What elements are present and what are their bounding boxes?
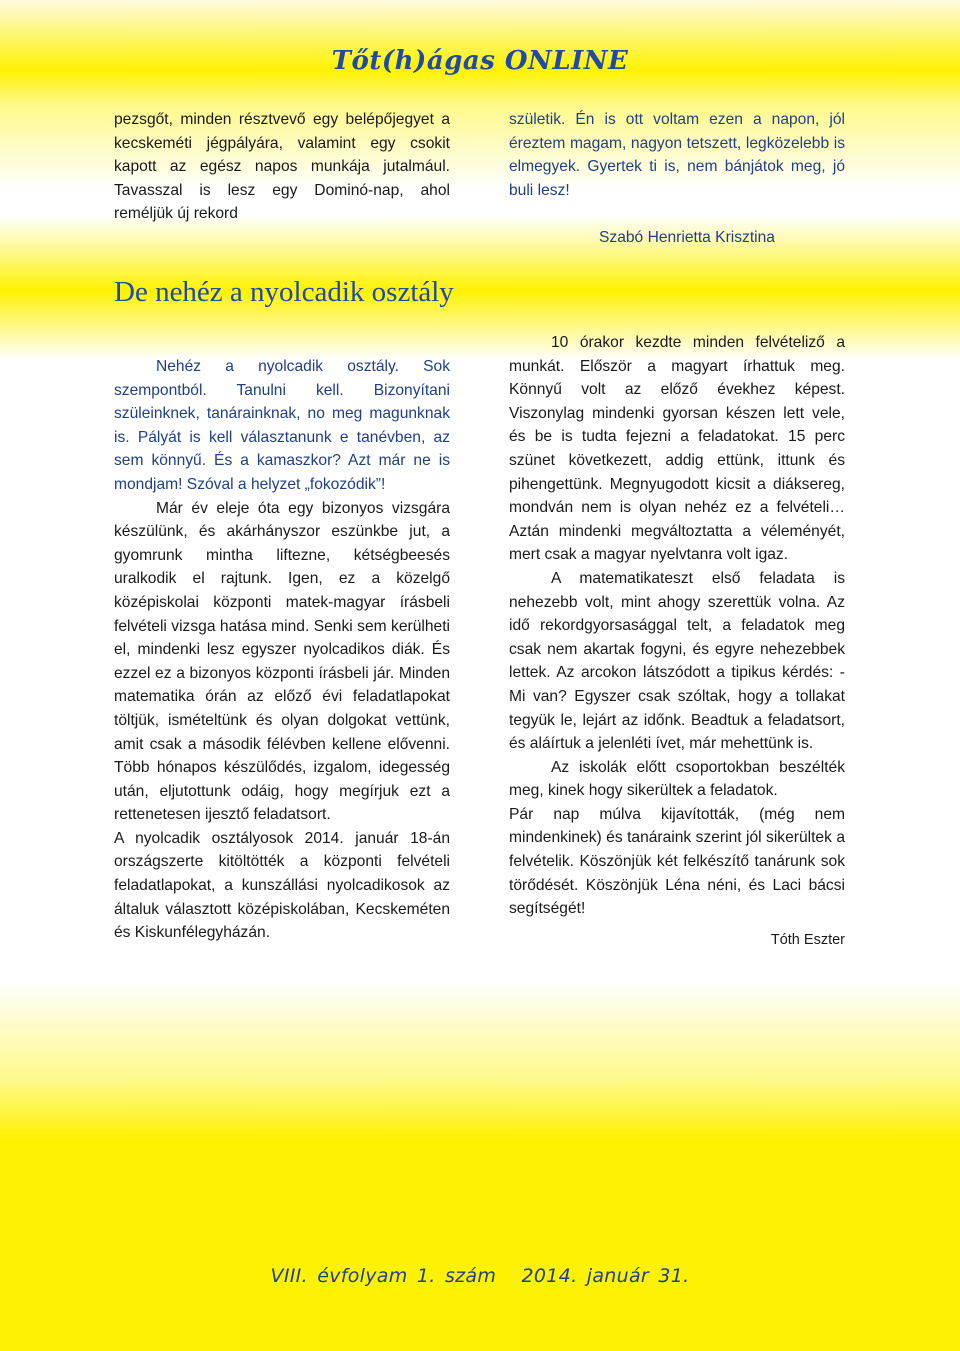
article-right-paragraph-3: Az iskolák előtt csoportokban beszélték meg, kinek hogy sikerültek a feladatok. (509, 758, 845, 800)
article-right-paragraph-2: A matematikateszt első feladata is nehezebb volt, mint ahogy szerettük volna. Az idő rekordgyorsasággal telt, a feladatok meg csak nem akartak fogyni, és egyre nehezebbek lettek. Az arcokon látszódott a tipikus kérdés: - Mi van? Egyszer csak szóltak, hogy a tollakat tegyük le, lejárt az időnk. Beadtuk a feladatsort, és aláírtuk a jelenléti ívet, már mehettünk is. (509, 569, 845, 753)
article-left-paragraph-1: Nehéz a nyolcadik osztály. Sok szempontból. Tanulni kell. Bizonyítani szüleinknek, tanárainknak, no meg magunknak is. Pályát is kell választanunk e tanévben, az sem könnyű. És a kamaszkor? Azt már ne is mondjam! Szóval a helyzet „fokozódik”! (114, 358, 450, 493)
article-left-paragraph-2: Már év eleje óta egy bizonyos vizsgára készülünk, és akárhányszor eszünkbe jut, a gyomrunk mintha liftezne, kétségbeesés uralkodik el rajtunk. Igen, ez a közelgő középiskolai központi matek-magyar írásbeli felvételi vizsga hatása mind. Senki sem kerülheti el, mindenki lesz egyszer nyolcadikos diák. És ezzel ez a bizonyos központi írásbeli jár. Minden matematika órán az előző évi feladatlapokat töltjük, ismételtünk és olyan dolgokat vettünk, amit csak a második félévben kellene elővenni. Több hónapos készülődés, izgalom, idegesség után, eljutottunk odáig, hogy megírjuk ezt a rettenetesen ijesztő feladatsort. (114, 499, 450, 824)
top-left-paragraph: pezsgőt, minden résztvevő egy belépőjegyet a kecskeméti jégpályára, valamint egy csokit kapott az egész napos munkája jutalmául. Tavasszal is lesz egy Dominó-nap, ahol reméljük új rekord (114, 111, 450, 223)
footer-date: 2014. január 31. (521, 1265, 690, 1287)
footer (0, 1265, 960, 1287)
article-left-paragraph-3: A nyolcadik osztályosok 2014. január 18-án országszerte kitöltötték a központi felvételi feladatlapokat, a kunszállási nyolcadikosok az általuk választott középiskolában, Kecskeméten és Kiskunfélegyházán. (114, 829, 450, 942)
article-title: De nehéz a nyolcadik osztály (114, 276, 454, 308)
top-right-column (509, 108, 845, 250)
top-right-paragraph: születik. Én is ott voltam ezen a napon, jól éreztem magam, nagyon tetszett, legközelebb is elmegyek. Gyertek ti is, nem bánjátok meg, jó buli lesz! (509, 111, 845, 199)
article-right-paragraph-1: 10 órakor kezdte minden felvételiző a munkát. Először a magyart írhattuk meg. Könnyű volt az előző évekhez képest. Viszonylag mindenki gyorsan készen lett vele, és be is tudta fejezni a feladatokat. 15 perc szünet következett, addig ettünk, ittunk és pihengettünk. Megnyugodott kicsit a diáksereg, mondván nem is olyan nehéz ez a felvételi… Aztán mindenki megváltoztatta a véleményét, mert csak a magyar nyelvtanra volt igaz. (509, 334, 845, 564)
masthead-title: Tőt(h)ágas ONLINE (331, 46, 629, 76)
article-left-column (114, 355, 450, 945)
top-right-signature: Szabó Henrietta Krisztina (599, 229, 775, 247)
top-left-column (114, 108, 450, 226)
footer-volume: VIII. évfolyam 1. szám (270, 1265, 497, 1287)
article-right-column (509, 331, 845, 952)
article-right-paragraph-4: Pár nap múlva kijavították, (még nem mindenkinek) és tanáraink szerint jól sikerültek a felvételik. Köszönjük két felkészítő tanárunk sok törődését. Köszönjük Léna néni, és Laci bácsi segítségét! (509, 805, 845, 918)
article-right-signature: Tóth Eszter (770, 931, 845, 948)
